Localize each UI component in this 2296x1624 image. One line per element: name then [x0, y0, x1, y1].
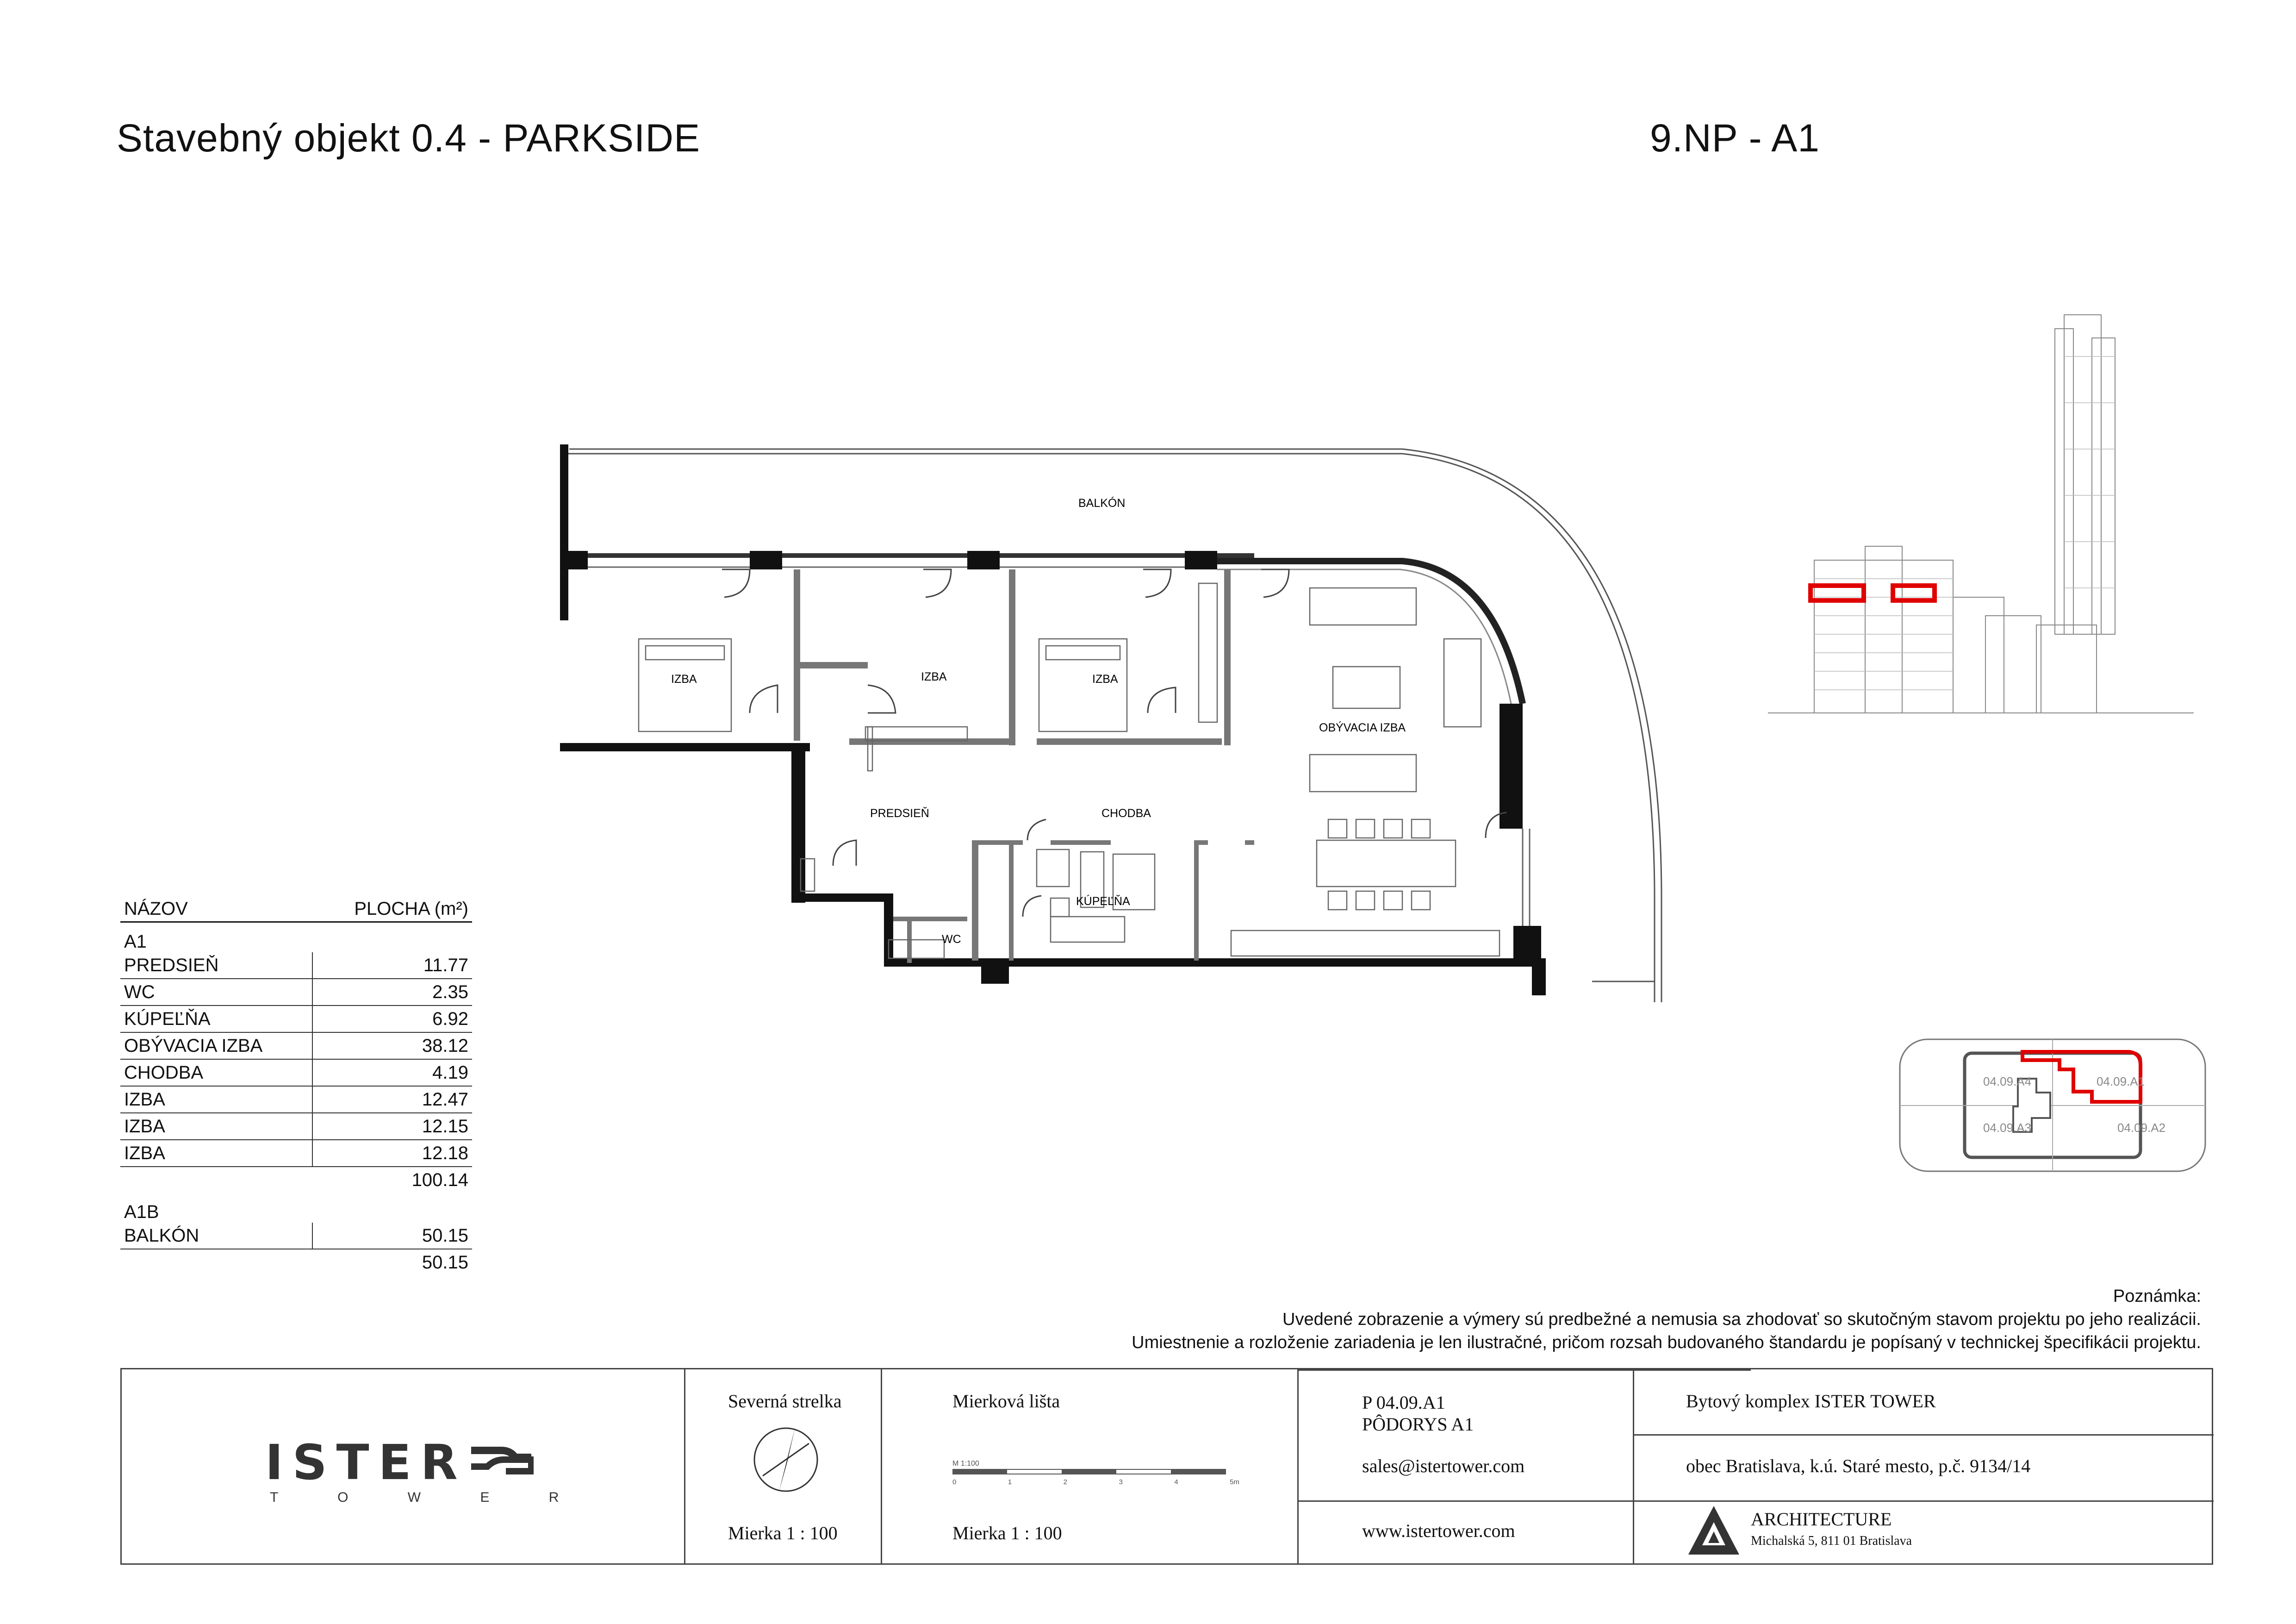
drawing-number: P 04.09.A1 [1362, 1392, 1445, 1413]
logo-tower: T O W E R [270, 1490, 587, 1505]
balcony-outline [565, 449, 1661, 1002]
project-location: obec Bratislava, k.ú. Staré mesto, p.č. 9134/14 [1686, 1455, 2031, 1476]
furniture [639, 583, 1500, 958]
key-plan [1898, 1037, 2208, 1176]
group-a1b: A1B [124, 1202, 159, 1222]
table-row: KÚPEĽŇA [120, 1006, 312, 1032]
note-title: Poznámka: [2113, 1287, 2201, 1306]
scale-left: Mierka 1 : 100 [728, 1523, 838, 1543]
unit-highlight [1811, 586, 1935, 600]
key-a3: 04.09.A3 [1983, 1121, 2032, 1135]
note [1132, 1285, 2201, 1354]
north-arrow-icon [751, 1425, 821, 1494]
note-line-1: Uvedené zobrazenie a výmery sú predbežné a nemusia sa zhodovať so skutočným stavom projektu po jeho realizácii. [1282, 1310, 2201, 1329]
label-izba-3: IZBA [1092, 673, 1118, 686]
table-row: CHODBA [120, 1059, 312, 1086]
label-balkon: BALKÓN [1078, 497, 1126, 510]
email-link[interactable]: sales@istertower.com [1362, 1455, 1525, 1476]
north-label: Severná strelka [728, 1391, 842, 1412]
unit-title: 9.NP - A1 [1650, 116, 1820, 160]
room-area-table: NÁZOV PLOCHA (m²) A1 PREDSIEŇ 11.77 WC 2.35 KÚPEĽŇA 6.92 OBÝVACIA IZBA 38.12 CHODBA 4.19 IZBA 12.47 IZBA 12.15 IZBA 12.18 100.14 A1B BALKÓN 50.15 50.15 [120, 889, 472, 1275]
note-line-2: Umiestnenie a rozloženie zariadenia je len ilustračné, pričom rozsah budovaného štandardu je popísaný v technickej špecifikácii projektu. [1132, 1333, 2201, 1352]
architect-name: ARCHITECTURE [1751, 1509, 1892, 1530]
label-wc: WC [942, 933, 961, 946]
scale-bar [952, 1468, 1230, 1477]
table-row: WC [120, 979, 312, 1006]
label-izba-1: IZBA [671, 673, 697, 686]
total-a1: 100.14 [411, 1169, 468, 1190]
drawing-name: PÔDORYS A1 [1362, 1414, 1474, 1435]
label-izba-2: IZBA [921, 670, 947, 683]
label-obyvacia-izba: OBÝVACIA IZBA [1319, 721, 1406, 734]
logo-wave-icon [469, 1439, 534, 1480]
table-row: OBÝVACIA IZBA [120, 1032, 312, 1059]
architecture-logo-icon [1686, 1504, 1742, 1559]
building-elevation [1768, 310, 2208, 727]
group-a1: A1 [124, 931, 147, 952]
table-row: IZBA [120, 1140, 312, 1167]
table-row: PREDSIEŇ [120, 952, 312, 979]
scalebar-ticks: 0 1 2 3 4 5m [952, 1478, 1239, 1486]
key-a2: 04.09.A2 [2117, 1121, 2166, 1135]
key-a1: 04.09.A1 [2097, 1074, 2145, 1088]
page-title: Stavebný objekt 0.4 - PARKSIDE [117, 116, 701, 160]
label-predsien: PREDSIEŇ [870, 807, 929, 820]
scalebar-label: Mierková lišta [952, 1391, 1060, 1412]
label-kupelna: KÚPEĽŇA [1076, 895, 1130, 908]
table-row: IZBA [120, 1086, 312, 1113]
architect-address: Michalská 5, 811 01 Bratislava [1751, 1534, 1912, 1548]
ister-logo: ISTER [265, 1434, 467, 1491]
scalebar-caption: M 1:100 [952, 1460, 979, 1468]
scale-mid: Mierka 1 : 100 [952, 1523, 1062, 1543]
key-a4: 04.09.A4 [1983, 1074, 2032, 1088]
title-block [120, 1368, 2213, 1565]
project-name: Bytový komplex ISTER TOWER [1686, 1391, 1936, 1412]
curved-glazing [1217, 561, 1523, 704]
table-row: BALKÓN [120, 1223, 312, 1249]
label-chodba: CHODBA [1101, 807, 1151, 820]
floor-plan [546, 435, 1685, 1009]
col-area: PLOCHA (m²) [312, 889, 472, 922]
total-a1b: 50.15 [422, 1252, 468, 1273]
table-row: IZBA [120, 1113, 312, 1140]
interior-walls [794, 569, 1254, 963]
col-name: NÁZOV [120, 889, 312, 922]
web-link[interactable]: www.istertower.com [1362, 1520, 1515, 1541]
exterior-walls [560, 444, 1546, 995]
